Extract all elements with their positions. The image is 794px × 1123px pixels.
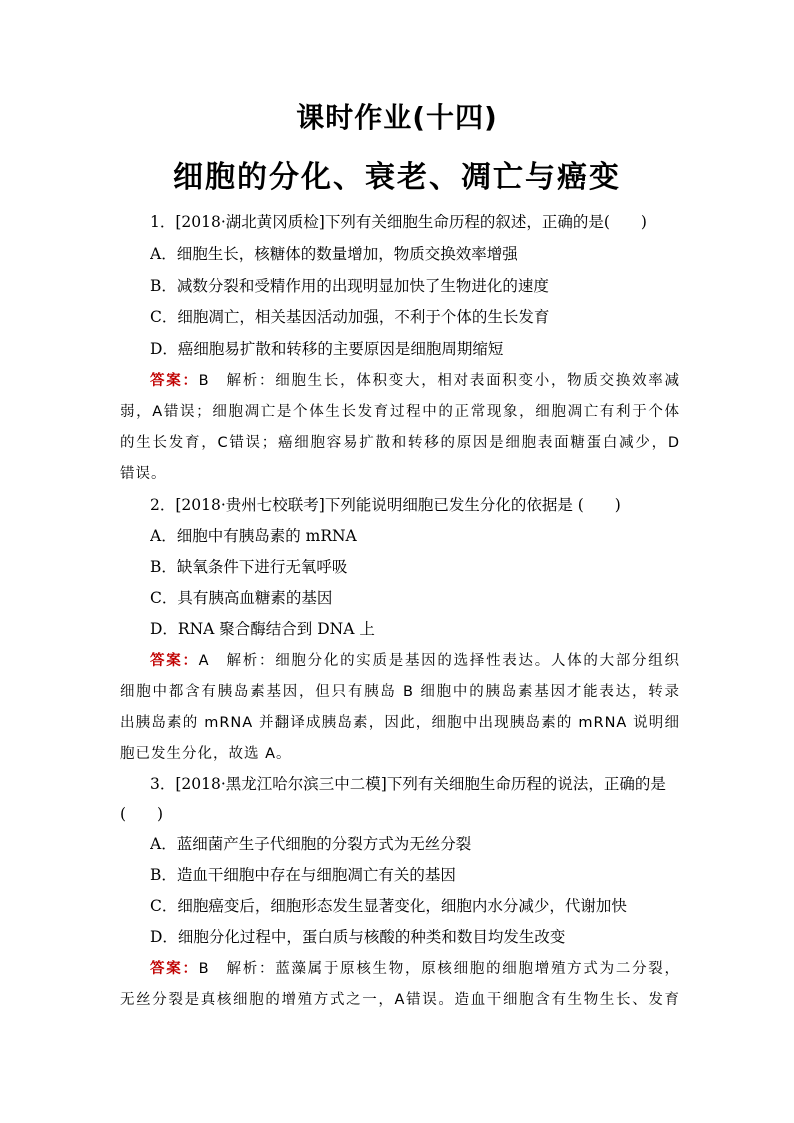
question-3-answer — [150, 959, 680, 979]
question-2-explanation-line: 细胞中都含有胰岛素基因，但只有胰岛 B 细胞中的胰岛素基因才能表达，转录 — [120, 684, 680, 700]
question-3-option-c: C．细胞癌变后，细胞形态发生显著变化，细胞内水分减少，代谢加快 — [150, 897, 627, 915]
answer-text: A 解析：细胞分化的实质是基因的选择性表达。人体的大部分组织 — [198, 653, 680, 669]
question-1-answer — [150, 371, 680, 391]
question-2-explanation-line: 胞已发生分化，故选 A。 — [120, 746, 292, 762]
question-1-stem: 1．[2018·湖北黄冈质检]下列有关细胞生命历程的叙述，正确的是( ) — [150, 213, 647, 231]
question-1-option-c: C．细胞凋亡，相关基因活动加强，不利于个体的生长发育 — [150, 308, 550, 326]
question-2-stem: 2．[2018·贵州七校联考]下列能说明细胞已发生分化的依据是 ( ) — [150, 496, 621, 514]
question-3-stem-continuation: ( ) — [120, 805, 164, 823]
question-3-option-b: B．造血干细胞中存在与细胞凋亡有关的基因 — [150, 866, 456, 884]
question-3-option-a: A．蓝细菌产生子代细胞的分裂方式为无丝分裂 — [150, 835, 472, 853]
page-subtitle: 细胞的分化、衰老、凋亡与癌变 — [173, 160, 621, 195]
question-2-option-d: D．RNA 聚合酶结合到 DNA 上 — [150, 620, 375, 638]
question-3-option-d: D．细胞分化过程中，蛋白质与核酸的种类和数目均发生改变 — [150, 928, 566, 946]
answer-text: B 解析：蓝藻属于原核生物，原核细胞的细胞增殖方式为二分裂， — [198, 961, 680, 977]
answer-label: 答案： — [150, 373, 199, 389]
question-1-option-a: A．细胞生长，核糖体的数量增加，物质交换效率增强 — [150, 245, 518, 263]
question-1-explanation-line: 错误。 — [120, 466, 167, 482]
answer-label: 答案： — [150, 653, 199, 669]
question-1-explanation-line: 的生长发育，C错误；癌细胞容易扩散和转移的原因是细胞表面糖蛋白减少，D — [120, 435, 680, 451]
question-1-option-b: B．减数分裂和受精作用的出现明显加快了生物进化的速度 — [150, 277, 549, 295]
answer-label: 答案： — [150, 961, 199, 977]
question-2-option-c: C．具有胰高血糖素的基因 — [150, 589, 333, 607]
answer-text: B 解析：细胞生长，体积变大，相对表面积变小，物质交换效率减 — [198, 373, 680, 389]
question-1-option-d: D．癌细胞易扩散和转移的主要原因是细胞周期缩短 — [150, 340, 504, 358]
question-3-stem: 3．[2018·黑龙江哈尔滨三中二模]下列有关细胞生命历程的说法，正确的是 — [150, 775, 666, 793]
question-2-answer — [150, 651, 680, 671]
question-2-explanation-line: 出胰岛素的 mRNA 并翻译成胰岛素，因此，细胞中出现胰岛素的 mRNA 说明细 — [120, 715, 680, 731]
question-2-option-a: A．细胞中有胰岛素的 mRNA — [150, 527, 357, 545]
question-1-explanation-line: 弱，A错误；细胞凋亡是个体生长发育过程中的正常现象，细胞凋亡有利于个体 — [120, 404, 680, 420]
question-3-explanation-line: 无丝分裂是真核细胞的增殖方式之一，A错误。造血干细胞含有生物生长、发育 — [120, 992, 680, 1008]
question-2-option-b: B．缺氧条件下进行无氧呼吸 — [150, 558, 348, 576]
page-title: 课时作业(十四) — [296, 101, 498, 134]
